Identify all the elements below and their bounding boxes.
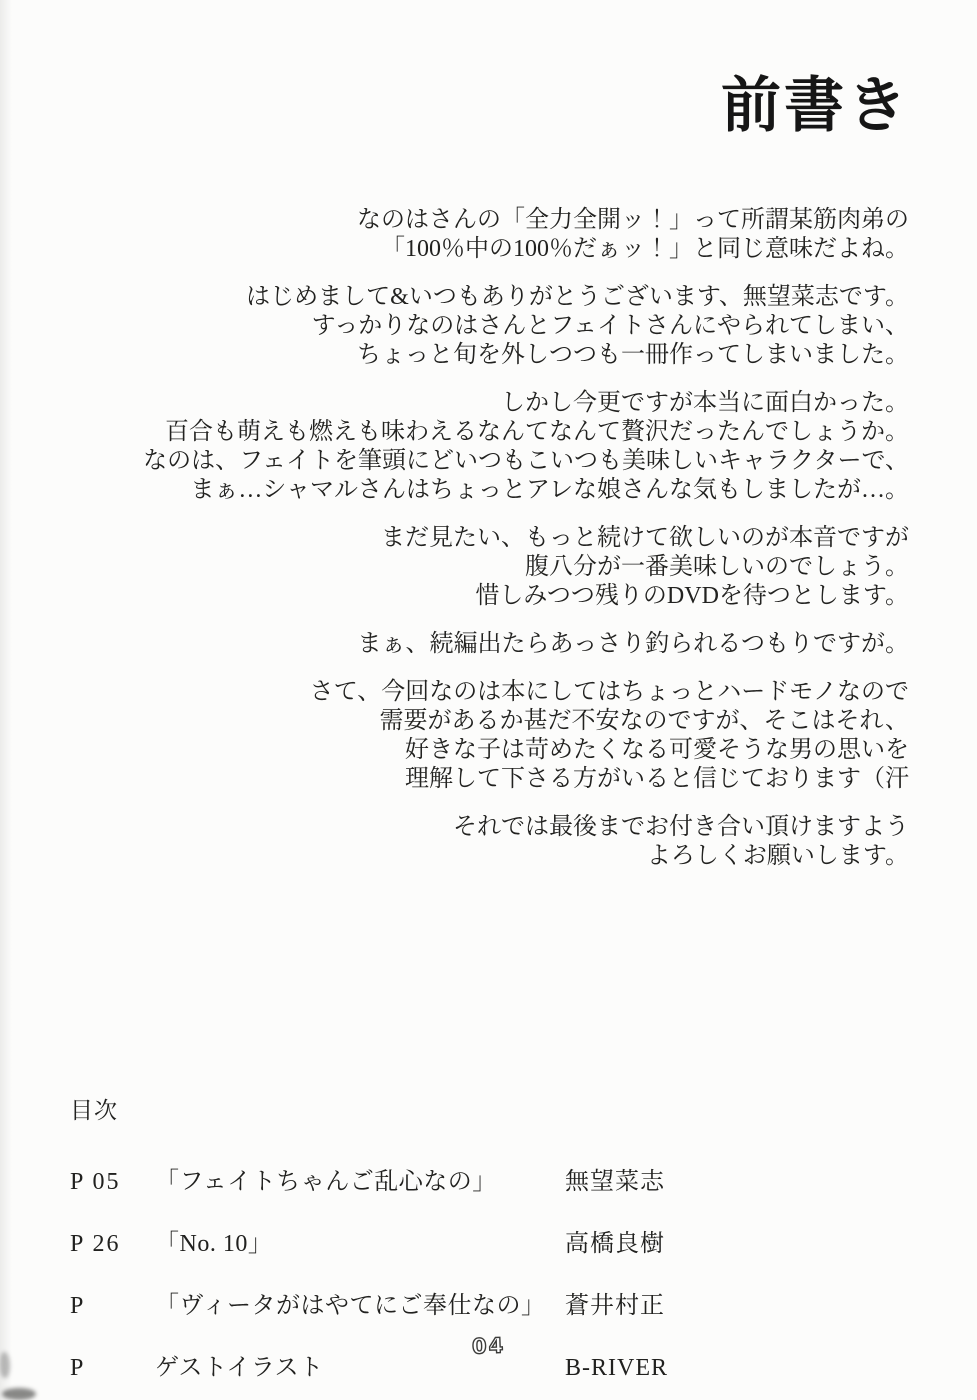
scan-smudge-artifact <box>2 1388 36 1400</box>
folio-number-container <box>0 1334 977 1358</box>
preface-body <box>60 206 909 890</box>
toc-entry-title: ゲストイラスト <box>155 1355 324 1381</box>
toc-entry-page: P 05 <box>70 1169 121 1195</box>
preface-line: それでは最後までお付き合い頂けますよう <box>453 814 909 840</box>
preface-paragraph <box>60 389 909 505</box>
toc-entry-author: 無望菜志 <box>565 1169 665 1195</box>
preface-line: よろしくお願いします。 <box>646 843 909 869</box>
toc-entry-title: 「フェイトちゃんご乱心なの」 <box>155 1169 497 1195</box>
preface-paragraph <box>60 206 909 264</box>
preface-paragraph <box>60 813 909 871</box>
toc-entry-page: P <box>70 1293 86 1319</box>
preface-line: 理解して下さる方がいると信じております（汗 <box>405 766 909 792</box>
preface-line: はじめまして&いつもありがとうございます、無望菜志です。 <box>246 284 909 310</box>
preface-paragraph <box>60 524 909 611</box>
folio-number: 04 <box>471 1333 506 1359</box>
preface-line: さて、今回なのは本にしてはちょっとハードモノなので <box>309 679 909 705</box>
preface-line: まだ見たい、もっと続けて欲しいのが本音ですが <box>381 525 909 551</box>
preface-paragraph <box>60 630 909 659</box>
toc-entry-title: 「ヴィータがはやてにご奉仕なの」 <box>155 1293 546 1319</box>
preface-paragraph <box>60 678 909 794</box>
toc-entry-author: 蒼井村正 <box>565 1293 665 1319</box>
preface-line: 「100％中の100％だぁッ！」と同じ意味だよね。 <box>381 236 909 262</box>
preface-line: 好きな子は苛めたくなる可愛そうな男の思いを <box>405 737 909 763</box>
preface-line: ちょっと旬を外しつつも一冊作ってしまいました。 <box>357 342 909 368</box>
toc-heading: 目次 <box>70 1098 118 1123</box>
toc-entry-page: P 26 <box>70 1231 121 1257</box>
preface-line: しかし今更ですが本当に面白かった。 <box>501 390 909 416</box>
toc-entry-title: 「No. 10」 <box>155 1231 273 1257</box>
preface-line: まぁ…シャマルさんはちょっとアレな娘さんな気もしましたが…。 <box>190 477 909 503</box>
preface-line: 百合も萌えも燃えも味わえるなんてなんて贅沢だったんでしょうか。 <box>165 419 909 445</box>
toc-entry-page: P <box>70 1355 86 1381</box>
preface-line: 腹八分が一番美味しいのでしょう。 <box>525 554 909 580</box>
scan-smudge-artifact <box>0 1352 10 1378</box>
scan-edge-artifact <box>0 0 12 1400</box>
preface-line: なのはさんの「全力全開ッ！」って所謂某筋肉弟の <box>357 207 909 233</box>
toc-entry-author: B-RIVER <box>565 1355 668 1381</box>
preface-line: 需要があるか甚だ不安なのですが、そこはそれ、 <box>379 708 909 734</box>
preface-line: まぁ、続編出たらあっさり釣られるつもりですが。 <box>357 631 909 657</box>
page-title: 前書き <box>721 72 910 139</box>
preface-line: なのは、フェイトを筆頭にどいつもこいつも美味しいキャラクターで、 <box>143 448 909 474</box>
preface-paragraph <box>60 283 909 370</box>
preface-line: すっかりなのはさんとフェイトさんにやられてしまい、 <box>311 313 909 339</box>
preface-line: 惜しみつつ残りのDVDを待つとします。 <box>475 583 909 609</box>
toc-entry-author: 高橋良樹 <box>565 1231 665 1257</box>
